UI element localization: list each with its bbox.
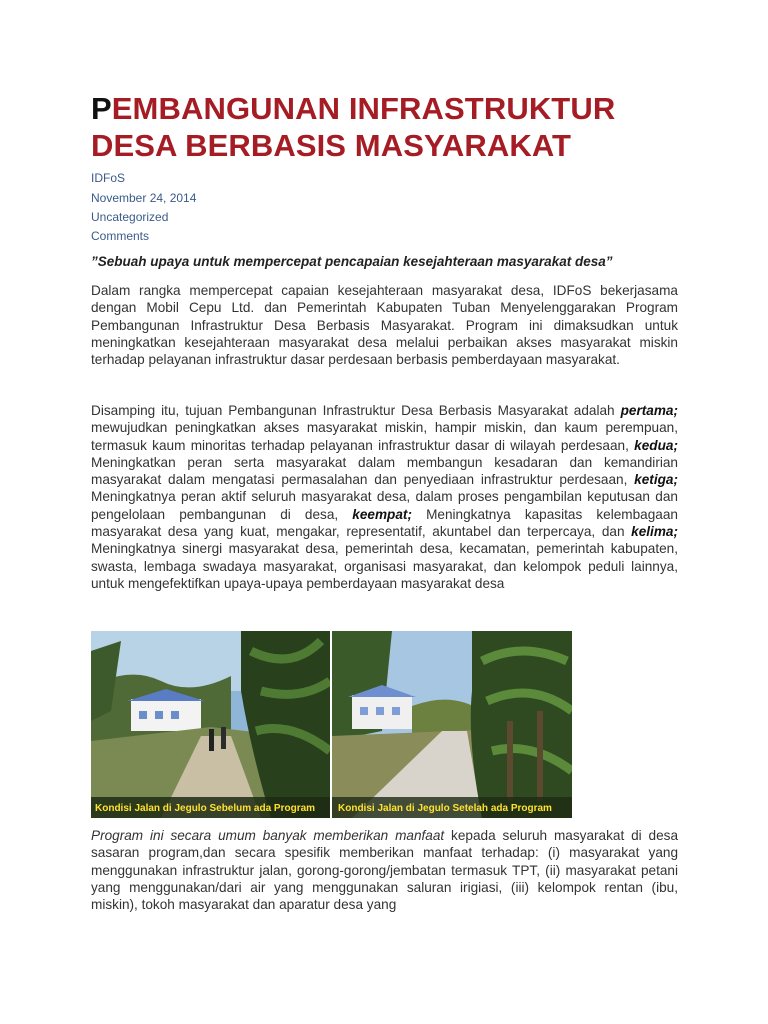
p2-text: Meningkatkan peran serta masyarakat dalam membangun kesadaran dan kemandirian masyarakat dalam mengatasi permasalahan dan penyediaan infrastruktur perdesaan, [91, 454, 678, 488]
p2-text: Disamping itu, tujuan Pembangunan Infrastruktur Desa Berbasis Masyarakat adalah [91, 403, 621, 418]
keyword-keempat: keempat; [352, 506, 412, 522]
photo-after [332, 631, 572, 818]
keyword-pertama: pertama; [620, 403, 678, 418]
keyword-kelima: kelima; [631, 524, 678, 540]
p3-text: kepada seluruh masyarakat di desa sasaran program,dan secara spesifik memberikan manfaat terhadap: (i) masyarakat yang menggunakan infrastruktur jalan, gorong-gorong/jembatan termasuk TPT, (ii) masyarakat petani yang menggunakan/dari air yang menggunakan saluran irigiasi, (iii) kelompok rentan (ibu, miskin), tokoh masyarakat dan aparatur desa yang [91, 828, 678, 913]
author-link[interactable]: IDFoS [91, 171, 126, 185]
caption-after: Kondisi Jalan di Jegulo Setelah ada Program [338, 803, 552, 814]
keyword-ketiga: ketiga; [634, 472, 678, 488]
comparison-photos [91, 631, 572, 818]
paragraph-3 [91, 827, 678, 913]
photo-before [91, 631, 330, 818]
category-link[interactable]: Uncategorized [91, 210, 169, 224]
keyword-kedua: kedua; [634, 437, 678, 453]
title-line2: DESA BERBASIS MASYARAKAT [91, 128, 572, 163]
caption-before: Kondisi Jalan di Jegulo Sebelum ada Program [95, 803, 316, 814]
p2-text: Meningkatnya sinergi masyarakat desa, pemerintah desa, kecamatan, pemerintah kabupaten, swasta, lembaga swadaya masyarakat, organisasi masyarakat, dan kelompok peduli lainnya, untuk mengefektifkan upaya-upaya pemberdayaan masyarakat desa [91, 541, 678, 591]
p2-text: mewujudkan peningkatkan akses masyarakat miskin, hampir miskin, dan kaum perempuan, termasuk kaum minoritas terhadap pelayanan infrastruktur dasar di wilayah perdesaan, [91, 420, 678, 453]
title-first-letter: P [91, 91, 112, 126]
photo-before-image [91, 631, 330, 818]
article-title [91, 90, 691, 164]
article-quote: ”Sebuah upaya untuk mempercepat pencapaian kesejahteraan masyarakat desa” [91, 254, 613, 269]
date-link[interactable]: November 24, 2014 [91, 191, 197, 205]
comments-link[interactable]: Comments [91, 229, 150, 243]
paragraph-2 [91, 402, 678, 592]
p2-text: Meningkatnya kapasitas kelembagaan masyarakat desa yang kuat, mengakar, representatif, akuntabel dan terpercaya, dan [91, 506, 678, 540]
p3-italic: Program ini secara umum banyak memberikan manfaat [91, 828, 445, 843]
photo-after-image [332, 631, 572, 818]
title-line1-rest: EMBANGUNAN INFRASTRUKTUR [111, 91, 616, 126]
paragraph-1: Dalam rangka mempercepat capaian kesejahteraan masyarakat desa, IDFoS bekerjasama dengan Mobil Cepu Ltd. dan Pemerintah Kabupaten Tuban Menyelenggarakan Program Pembangunan Infrastruktur Desa Berbasis Masyarakat. Program ini dimaksudkan untuk meningkatkan kesejahteraan masyarakat desa melalui perbaikan akses masyarakat miskin terhadap pelayanan infrastruktur dasar perdesaan berbasis pemberdayaan masyarakat. [91, 283, 678, 368]
p2-text: Meningkatnya peran aktif seluruh masyarakat desa, dalam proses pengambilan keputusan dan pengelolaan pembangunan di desa, [91, 489, 678, 522]
